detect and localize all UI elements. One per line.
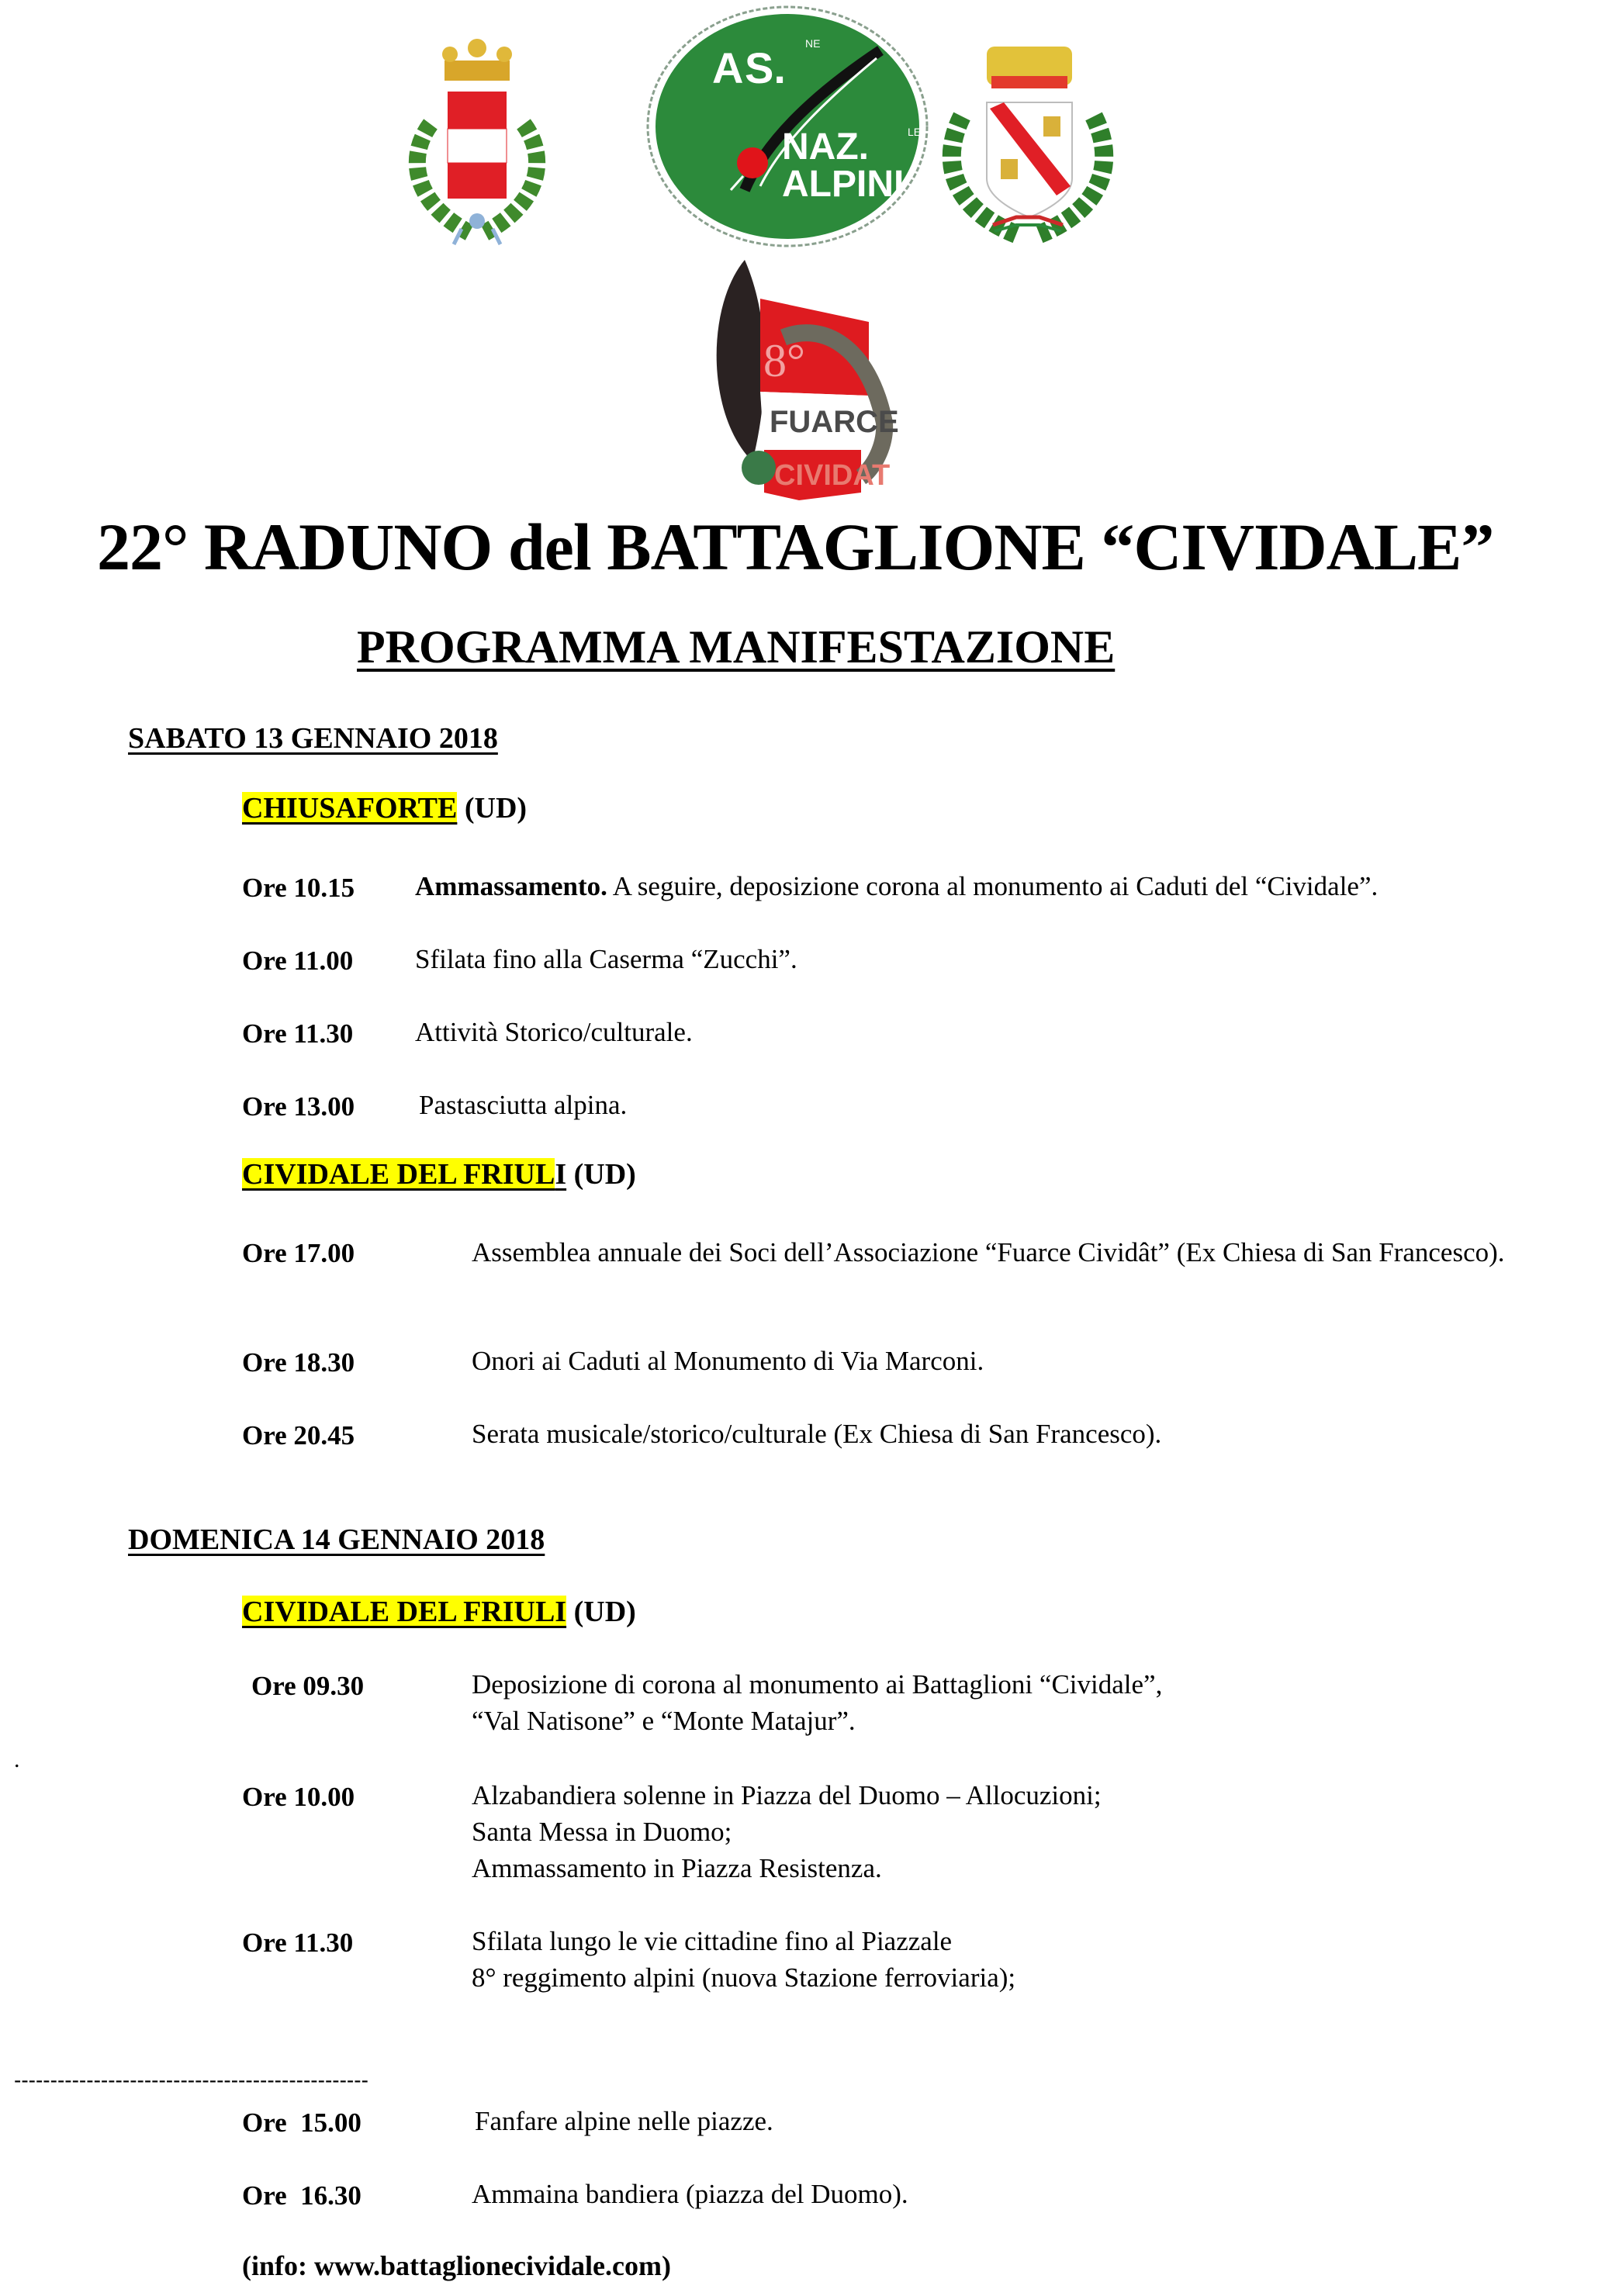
event-line: 8° reggimento alpini (nuova Stazione ferroviaria); — [472, 1962, 1016, 1993]
event-time: Ore 17.00 — [242, 1238, 355, 1268]
dashed-separator: ------------------------------------------------- — [14, 2068, 368, 2092]
event-time: Ore 13.00 — [242, 1091, 355, 1122]
event-description: Ammaina bandiera (piazza del Duomo). — [472, 2179, 908, 2209]
event-line: Alzabandiera solenne in Piazza del Duomo – Allocuzioni; — [472, 1780, 1102, 1810]
event-time: Ore 11.00 — [242, 946, 354, 976]
logo-text-ans: A — [712, 43, 744, 92]
svg-text:NE: NE — [805, 37, 821, 50]
event-time: Ore 10.15 — [242, 873, 355, 903]
event-description: Assemblea annuale dei Soci dell’Associazione “Fuarce Cividât” (Ex Chiesa di San Francesco). — [472, 1237, 1505, 1267]
svg-text:NAZ.: NAZ. — [782, 126, 869, 168]
event-description — [472, 1666, 1162, 1739]
stray-dot: . — [14, 1747, 20, 1772]
location-name-rest: I — [555, 1158, 567, 1191]
location-name: CIVIDALE DEL FRIULI — [242, 1596, 567, 1628]
event-time: Ore 16.30 — [242, 2180, 361, 2211]
event-time: Ore 11.30 — [242, 1928, 354, 1958]
svg-text:CIVIDAT: CIVIDAT — [774, 459, 891, 492]
svg-text:S.: S. — [745, 43, 786, 92]
event-line: Deposizione di corona al monumento ai Battaglioni “Cividale”, — [472, 1669, 1163, 1700]
event-line: Santa Messa in Duomo; — [472, 1817, 732, 1847]
svg-text:8°: 8° — [763, 335, 805, 386]
page-subtitle: PROGRAMMA MANIFESTAZIONE — [357, 621, 1116, 673]
event-description: Sfilata fino alla Caserma “Zucchi”. — [415, 944, 797, 974]
event-description: Attività Storico/culturale. — [415, 1017, 693, 1047]
location-heading-cividale — [242, 1157, 636, 1191]
event-time: Ore 11.30 — [242, 1018, 354, 1049]
event-description — [415, 868, 1378, 904]
event-description: Serata musicale/storico/culturale (Ex Chiesa di San Francesco). — [472, 1419, 1162, 1449]
fuarce-cividat-badge-logo — [683, 244, 908, 512]
event-time: Ore 18.30 — [242, 1347, 355, 1378]
event-description — [472, 1777, 1102, 1886]
event-description: Onori ai Caduti al Monumento di Via Marconi. — [472, 1346, 984, 1376]
event-time: Ore 09.30 — [251, 1671, 365, 1701]
location-name: CIVIDALE DEL FRIUL — [242, 1158, 555, 1191]
event-description: Pastasciutta alpina. — [419, 1090, 628, 1120]
event-time: Ore 20.45 — [242, 1420, 355, 1451]
chiusaforte-coat-of-arms-logo — [939, 31, 1117, 248]
event-description: Fanfare alpine nelle piazze. — [475, 2106, 773, 2136]
ana-alpini-logo — [644, 4, 931, 248]
location-name: CHIUSAFORTE — [242, 792, 458, 825]
event-time: Ore 10.00 — [242, 1782, 355, 1812]
event-text: A seguire, deposizione corona al monumento ai Caduti del “Cividale”. — [607, 871, 1379, 901]
event-time: Ore 15.00 — [242, 2108, 361, 2138]
location-province: (UD) — [566, 1596, 636, 1628]
event-line: “Val Natisone” e “Monte Matajur”. — [472, 1706, 856, 1736]
location-heading-cividale-sunday — [242, 1595, 636, 1629]
info-website-note: (info: www.battaglionecividale.com) — [242, 2250, 671, 2281]
event-line: Ammassamento in Piazza Resistenza. — [472, 1853, 882, 1883]
page-title: 22° RADUNO del BATTAGLIONE “CIVIDALE” — [97, 510, 1494, 584]
day-heading-sunday: DOMENICA 14 GENNAIO 2018 — [128, 1523, 545, 1556]
svg-text:LE: LE — [908, 126, 922, 138]
svg-text:ALPINI: ALPINI — [782, 164, 905, 205]
svg-text:FUARCE: FUARCE — [770, 405, 899, 439]
cividale-coat-of-arms-logo — [400, 31, 555, 248]
location-province: (UD) — [457, 792, 528, 825]
location-province: (UD) — [566, 1158, 636, 1191]
day-heading-saturday: SABATO 13 GENNAIO 2018 — [128, 722, 498, 755]
location-heading-chiusaforte — [242, 791, 527, 825]
event-line: Sfilata lungo le vie cittadine fino al Piazzale — [472, 1926, 953, 1956]
event-bold-lead: Ammassamento. — [415, 871, 607, 901]
event-description — [472, 1923, 1015, 1996]
